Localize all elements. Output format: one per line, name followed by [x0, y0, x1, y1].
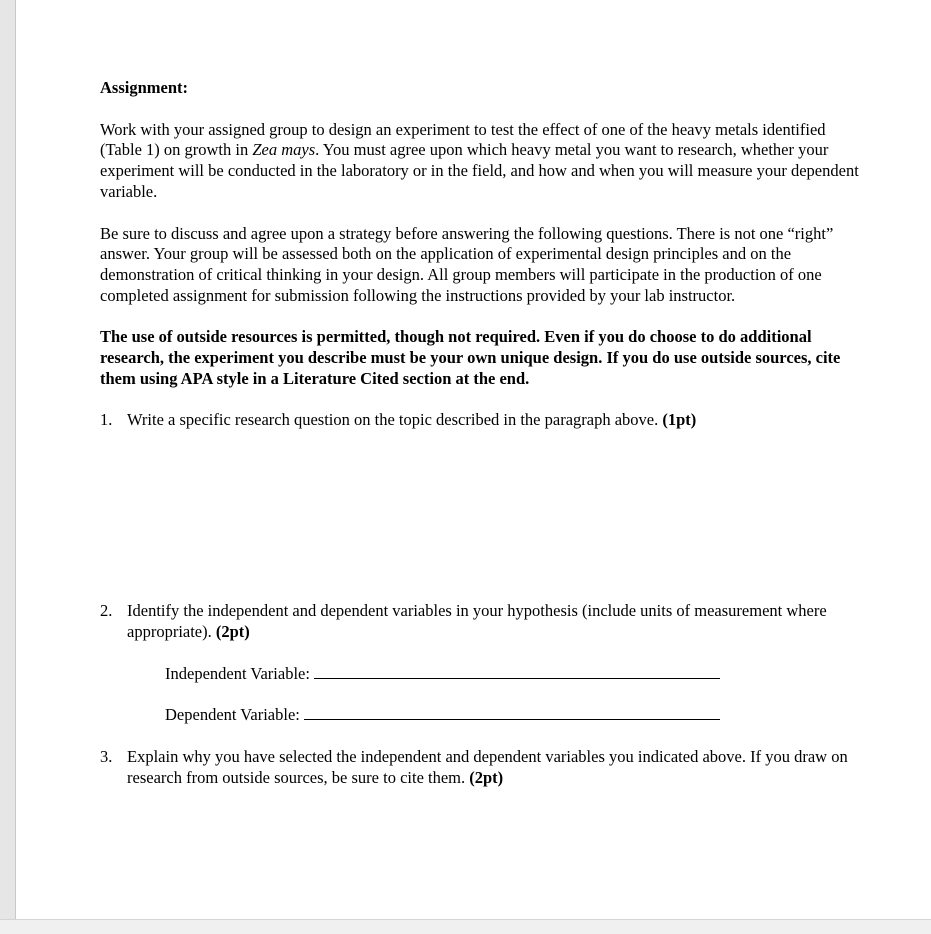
question-text: Identify the independent and dependent variables in your hypothesis (include units of measurement where appropriate). — [127, 601, 827, 641]
horizontal-scrollbar[interactable] — [0, 919, 931, 934]
dependent-variable-row — [100, 705, 870, 726]
question-points: (1pt) — [662, 410, 697, 430]
left-gutter — [0, 0, 15, 934]
paragraph-strategy: Be sure to discuss and agree upon a strategy before answering the following questions. There is not one “right” answer. Your group will be assessed both on the application of experimental design principles and on the demonstration of critical thinking in your design. All group members will participate in the production of one completed assignment for submission following the instructions provided by your lab instructor. — [100, 223, 834, 305]
answer-space-1[interactable] — [100, 431, 870, 601]
dependent-variable-label: Dependent Variable: — [165, 705, 300, 725]
assignment-heading: Assignment: — [100, 78, 189, 97]
document-page[interactable] — [15, 0, 931, 919]
species-name: Zea mays — [252, 140, 316, 160]
question-text: Explain why you have selected the independent and dependent variables you indicated above. If you draw on research from outside sources, be sure to cite them. — [127, 746, 848, 787]
independent-variable-blank[interactable] — [314, 664, 720, 679]
intro-text-1: Work with your assigned group to design an experiment to test the effect of one of the heavy metals identified (Table 1) on growth in — [100, 119, 826, 160]
question-3 — [100, 747, 870, 788]
question-points: (2pt) — [469, 767, 504, 787]
question-text: Write a specific research question on the topic described in the paragraph above. — [127, 410, 659, 430]
independent-variable-label: Independent Variable: — [165, 663, 310, 683]
question-1 — [100, 410, 870, 431]
document-body — [100, 78, 870, 788]
intro-text-2: . You must agree upon which heavy metal you want to research, whether your experiment will be conducted in the laboratory or in the field, and how and when you will measure your dependent variable. — [100, 140, 859, 201]
question-points: (2pt) — [215, 621, 250, 641]
question-2 — [100, 601, 870, 642]
independent-variable-row — [100, 664, 870, 685]
question-number: 3. — [100, 746, 113, 766]
question-number: 2. — [100, 601, 113, 621]
paragraph-intro — [100, 120, 870, 203]
question-number: 1. — [100, 410, 113, 430]
dependent-variable-blank[interactable] — [304, 705, 720, 720]
paragraph-outside-resources: The use of outside resources is permitted, though not required. Even if you do choose to do additional research, the experiment you describe must be your own unique design. If you do use outside sources, cite them using APA style in a Literature Cited section at the end. — [100, 327, 841, 388]
